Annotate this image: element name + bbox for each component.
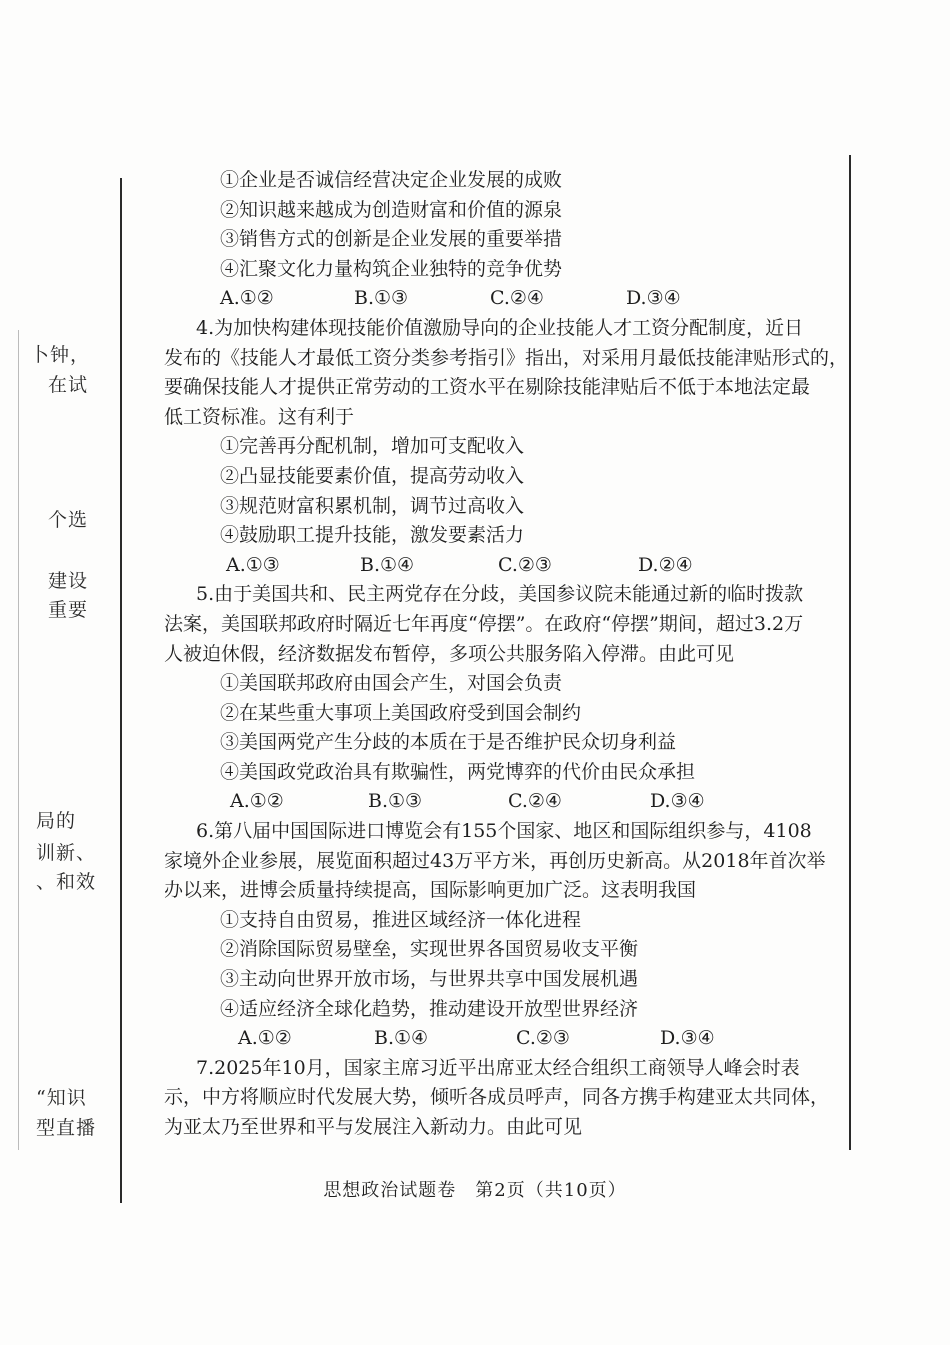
answer-choice-d[interactable]: D.③④	[626, 287, 681, 310]
option-line: ②消除国际贸易壁垒，实现世界各国贸易收支平衡	[220, 938, 639, 961]
answer-choice-b[interactable]: B.①④	[360, 553, 415, 576]
answer-choices	[164, 787, 864, 817]
option-line: ④汇聚文化力量构筑企业独特的竞争优势	[220, 257, 563, 280]
left-edge-line	[18, 330, 19, 1150]
question-content	[164, 166, 864, 1143]
option-line: ③销售方式的创新是企业发展的重要举措	[220, 228, 563, 251]
answer-choice-d[interactable]: D.③④	[660, 1027, 715, 1050]
margin-fragment: 局的	[36, 810, 77, 832]
answer-choice-c[interactable]: C.②③	[516, 1027, 570, 1050]
margin-fragment: “知识	[36, 1087, 87, 1109]
question-stem-line: 家境外企业参展，展览面积超过43万平方米，再创历史新高。从2018年首次举	[164, 849, 826, 872]
question-3	[164, 166, 864, 314]
question-stem-line: 人被迫休假，经济数据发布暂停，多项公共服务陷入停滞。由此可见	[164, 642, 735, 665]
margin-fragment: 在试	[48, 374, 89, 396]
question-stem-line: 发布的《技能人才最低工资分类参考指引》指出，对采用月最低技能津贴形式的，	[164, 346, 849, 369]
margin-fragment: 、和效	[36, 871, 97, 893]
margin-fragment: 卜钟，	[30, 344, 91, 366]
answer-choice-c[interactable]: C.②③	[498, 553, 552, 576]
option-line: ②知识越来越成为创造财富和价值的源泉	[220, 198, 563, 221]
option-line: ④适应经济全球化趋势，推动建设开放型世界经济	[220, 997, 639, 1020]
margin-fragment: 重要	[48, 599, 89, 621]
question-5	[164, 580, 864, 817]
question-stem-line: 法案，美国联邦政府时隔近七年再度“停摆”。在政府“停摆”期间，超过3.2万	[164, 612, 804, 635]
left-binding-line	[120, 178, 122, 1203]
question-stem-line: 低工资标准。这有利于	[164, 405, 355, 428]
answer-choice-b[interactable]: B.①④	[374, 1027, 429, 1050]
margin-fragment: 型直播	[36, 1117, 97, 1139]
answer-choices	[164, 284, 864, 314]
margin-fragment: 训新、	[36, 842, 97, 864]
option-line: ①企业是否诚信经营决定企业发展的成败	[220, 169, 563, 191]
answer-choice-a[interactable]: A.①②	[230, 790, 284, 813]
option-line: ②凸显技能要素价值，提高劳动收入	[220, 464, 525, 487]
answer-choice-d[interactable]: D.②④	[638, 553, 693, 576]
question-stem-line: 要确保技能人才提供正常劳动的工资水平在剔除技能津贴后不低于本地法定最	[164, 376, 811, 399]
option-line: ①完善再分配机制，增加可支配收入	[220, 435, 525, 458]
question-stem-line: 示，中方将顺应时代发展大势，倾听各成员呼声，同各方携手构建亚太共同体，	[164, 1086, 830, 1109]
question-stem-line: 5.由于美国共和、民主两党存在分歧，美国参议院未能通过新的临时拨款	[196, 583, 804, 606]
option-line: ③美国两党产生分歧的本质在于是否维护民众切身利益	[220, 731, 677, 754]
answer-choice-b[interactable]: B.①③	[354, 287, 409, 310]
question-7	[164, 1054, 864, 1143]
question-4	[164, 314, 864, 580]
question-stem-line: 6.第八届中国国际进口博览会有155个国家、地区和国际组织参与，4108	[196, 820, 812, 843]
answer-choice-b[interactable]: B.①③	[368, 790, 423, 813]
margin-fragment: 建设	[48, 570, 89, 592]
question-stem-line: 7.2025年10月，国家主席习近平出席亚太经合组织工商领导人峰会时表	[196, 1056, 800, 1079]
option-line: ③规范财富积累机制，调节过高收入	[220, 494, 525, 517]
question-6	[164, 817, 864, 1054]
question-stem-line: 4.为加快构建体现技能价值激励导向的企业技能人才工资分配制度，近日	[196, 316, 804, 339]
option-line: ④鼓励职工提升技能，激发要素活力	[220, 524, 525, 547]
option-line: ②在某些重大事项上美国政府受到国会制约	[220, 701, 582, 724]
answer-choice-d[interactable]: D.③④	[650, 790, 705, 813]
margin-fragment: 个选	[48, 509, 89, 531]
answer-choice-c[interactable]: C.②④	[508, 790, 562, 813]
answer-choices	[164, 1024, 864, 1054]
answer-choice-a[interactable]: A.①③	[226, 553, 280, 576]
option-line: ①支持自由贸易，推进区域经济一体化进程	[220, 908, 582, 931]
question-stem-line: 办以来，进博会质量持续提高，国际影响更加广泛。这表明我国	[164, 879, 697, 902]
page-footer: 思想政治试题卷 第2页（共10页）	[323, 1180, 627, 1201]
answer-choice-a[interactable]: A.①②	[238, 1027, 292, 1050]
option-line: ①美国联邦政府由国会产生，对国会负责	[220, 672, 563, 695]
question-stem-line: 为亚太乃至世界和平与发展注入新动力。由此可见	[164, 1116, 583, 1138]
option-line: ③主动向世界开放市场，与世界共享中国发展机遇	[220, 968, 639, 991]
answer-choices	[164, 551, 864, 581]
answer-choice-a[interactable]: A.①②	[220, 287, 274, 310]
answer-choice-c[interactable]: C.②④	[490, 287, 544, 310]
option-line: ④美国政党政治具有欺骗性，两党博弈的代价由民众承担	[220, 760, 696, 783]
